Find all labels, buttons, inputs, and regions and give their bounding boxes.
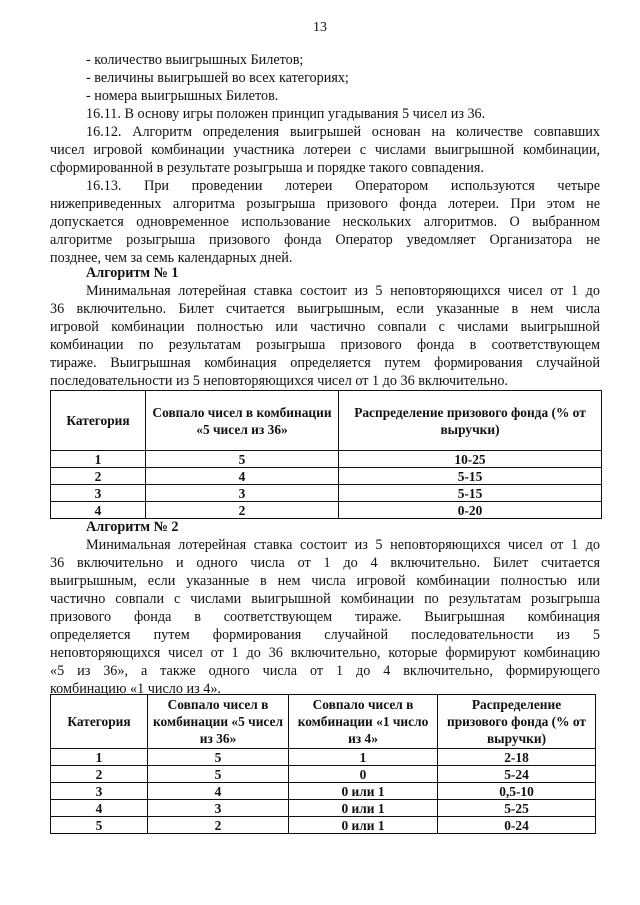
table-cell: 5-15 — [339, 468, 602, 485]
table-cell: 5-24 — [438, 766, 596, 783]
table-cell: 2-18 — [438, 749, 596, 766]
algorithm-2-text-line: неповторяющихся чисел от 1 до 36 включительно, которые формируют комбинацию — [50, 645, 600, 661]
table-row — [51, 451, 602, 468]
table-cell: 2 — [51, 766, 148, 783]
algorithm-2-heading: Алгоритм № 2 — [86, 519, 179, 535]
algorithm-1-text-line: игровой комбинации полностью или частично совпали с числами выигрышной — [50, 319, 600, 335]
list-item: - количество выигрышных Билетов; — [86, 52, 304, 68]
table-cell: 0-20 — [339, 502, 602, 519]
algorithm-1-text-line: Минимальная лотерейная ставка состоит из 5 неповторяющихся чисел от 1 до — [86, 283, 600, 299]
paragraph-16-11: 16.11. В основу игры положен принцип угадывания 5 чисел из 36. — [86, 106, 486, 122]
table-cell: 0,5-10 — [438, 783, 596, 800]
algorithm-1-heading: Алгоритм № 1 — [86, 265, 179, 281]
algorithm-2-text-line: комбинацию «1 число из 4». — [50, 681, 221, 697]
table-row — [51, 468, 602, 485]
table-row — [51, 485, 602, 502]
paragraph-16-13-line: нижеприведенных алгоритма розыгрыша призового фонда лотереи. При этом не — [50, 196, 600, 212]
algorithm-2-text-line: определяется путем формирования случайной последовательности из 5 — [50, 627, 600, 643]
table-cell: 5 — [148, 749, 289, 766]
table-cell: 5 — [146, 451, 339, 468]
table-header: Совпало чисел в комбинации «1 число из 4» — [289, 695, 438, 749]
paragraph-16-12-line: сформированной в результате розыгрыша и порядке такого совпадения. — [50, 160, 484, 176]
algorithm-2-text-line: призового фонда в соответствующем тираже. Выигрышная комбинация — [50, 609, 600, 625]
table-cell: 2 — [146, 502, 339, 519]
table-cell: 1 — [51, 451, 146, 468]
table-cell: 0 или 1 — [289, 783, 438, 800]
table-cell: 3 — [51, 783, 148, 800]
algorithm-2-text-line: «5 из 36», а также одного числа от 1 до 4 включительно, формирующего — [50, 663, 600, 679]
table-cell: 3 — [146, 485, 339, 502]
paragraph-16-12-line: 16.12. Алгоритм определения выигрышей основан на количестве совпавших — [86, 124, 600, 140]
table-cell: 3 — [148, 800, 289, 817]
table-cell: 5 — [51, 817, 148, 834]
algorithm-1-text-line: 36 включительно. Билет считается выигрышным, если указанные в нем числа — [50, 301, 600, 317]
list-item: - номера выигрышных Билетов. — [86, 88, 279, 104]
paragraph-16-12-line: чисел игровой комбинации участника лотереи с числами выигрышной комбинации, — [50, 142, 600, 158]
table-cell: 4 — [146, 468, 339, 485]
table-cell: 5-25 — [438, 800, 596, 817]
table-header: Категория — [51, 695, 148, 749]
paragraph-16-13-line: допускается одновременное использование нескольких алгоритмов. О выбранном — [50, 214, 600, 230]
table-cell: 4 — [51, 800, 148, 817]
table-row — [51, 817, 596, 834]
table-header: Распределение призового фонда (% от выручки) — [438, 695, 596, 749]
table-cell: 10-25 — [339, 451, 602, 468]
table-cell: 5-15 — [339, 485, 602, 502]
table-cell: 2 — [148, 817, 289, 834]
table-cell: 0 или 1 — [289, 800, 438, 817]
algorithm-1-text-line: тираже. Выигрышная комбинация определяется путем формирования случайной — [50, 355, 600, 371]
table-cell: 4 — [51, 502, 146, 519]
table-cell: 1 — [289, 749, 438, 766]
algorithm-2-table — [50, 694, 596, 834]
table-cell: 0 — [289, 766, 438, 783]
table-cell: 0-24 — [438, 817, 596, 834]
table-row — [51, 749, 596, 766]
paragraph-16-13-line: 16.13. При проведении лотереи Оператором используются четыре — [86, 178, 600, 194]
paragraph-16-13-line: алгоритме розыгрыша призового фонда Оператор уведомляет Организатора не — [50, 232, 600, 248]
table-cell: 2 — [51, 468, 146, 485]
table-cell: 4 — [148, 783, 289, 800]
table-row — [51, 766, 596, 783]
table-cell: 0 или 1 — [289, 817, 438, 834]
algorithm-1-text-line: комбинации по результатам розыгрыша призового фонда в соответствующем — [50, 337, 600, 353]
table-cell: 5 — [148, 766, 289, 783]
algorithm-1-table — [50, 390, 602, 519]
table-header: Категория — [51, 391, 146, 451]
table-cell: 3 — [51, 485, 146, 502]
algorithm-2-text-line: 36 включительно и одного числа от 1 до 4 включительно. Билет считается — [50, 555, 600, 571]
algorithm-2-text-line: Минимальная лотерейная ставка состоит из 5 неповторяющихся чисел от 1 до — [86, 537, 600, 553]
algorithm-2-text-line: частично совпали с числами выигрышной комбинации по результатам розыгрыша — [50, 591, 600, 607]
paragraph-16-13-line: позднее, чем за семь календарных дней. — [50, 250, 293, 266]
page-number: 13 — [313, 20, 327, 35]
table-cell: 1 — [51, 749, 148, 766]
table-row — [51, 783, 596, 800]
table-row — [51, 800, 596, 817]
table-header: Совпало чисел в комбинации «5 чисел из 36» — [148, 695, 289, 749]
table-header: Совпало чисел в комбинации «5 чисел из 36» — [146, 391, 339, 451]
table-header: Распределение призового фонда (% от выручки) — [339, 391, 602, 451]
table-row — [51, 502, 602, 519]
list-item: - величины выигрышей во всех категориях; — [86, 70, 349, 86]
algorithm-1-text-line: последовательности из 5 неповторяющихся чисел от 1 до 36 включительно. — [50, 373, 508, 389]
algorithm-2-text-line: выигрышным, если указанные в нем числа игровой комбинации полностью или — [50, 573, 600, 589]
